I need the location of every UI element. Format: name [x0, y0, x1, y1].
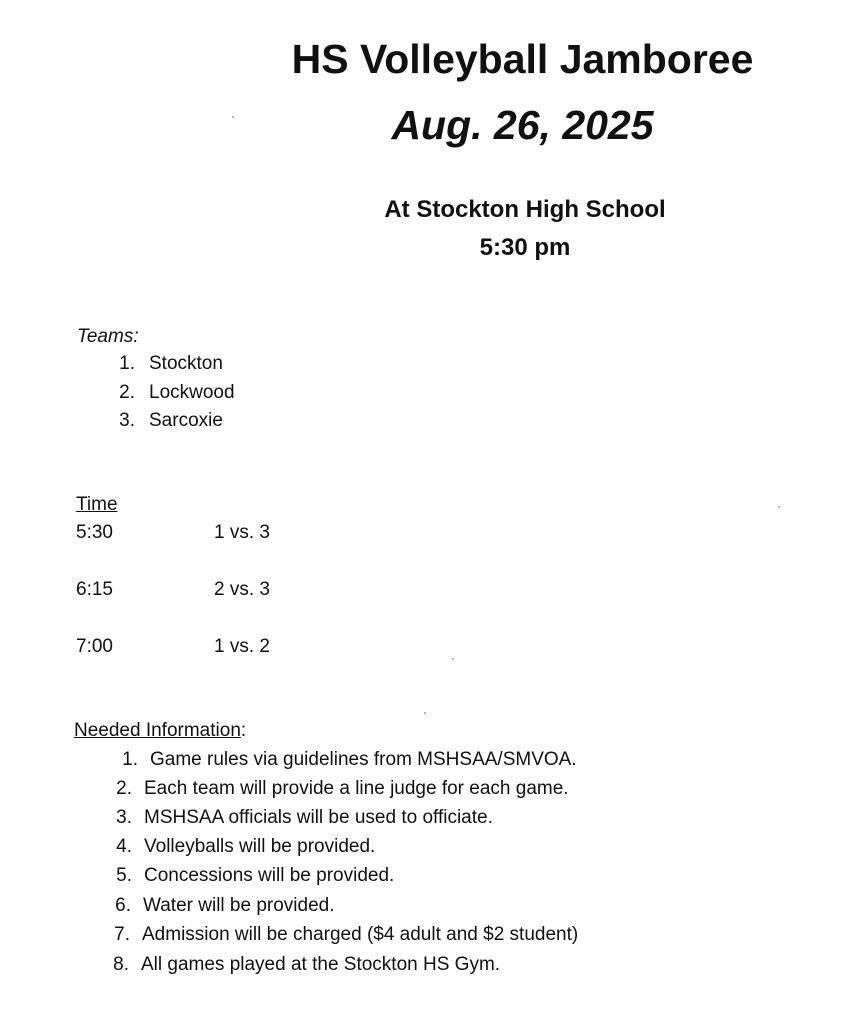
slot-time: 7:00 — [76, 636, 113, 657]
team-name: Sarcoxie — [149, 410, 223, 431]
team-name: Stockton — [149, 353, 223, 374]
info-number: 7. — [114, 924, 130, 945]
time-heading: Time — [76, 494, 118, 515]
scan-speck — [452, 658, 454, 660]
team-number: 3. — [119, 410, 135, 431]
slot-match: 2 vs. 3 — [214, 579, 270, 600]
info-text: Volleyballs will be provided. — [144, 836, 376, 857]
info-number: 8. — [113, 954, 129, 975]
info-text: Admission will be charged ($4 adult and $2 student) — [142, 924, 579, 945]
page-title: HS Volleyball Jamboree — [291, 36, 754, 82]
event-location: At Stockton High School — [384, 196, 666, 223]
team-number: 2. — [119, 382, 135, 403]
info-number: 3. — [116, 807, 132, 828]
info-number: 4. — [116, 836, 132, 857]
info-heading-colon: : — [240, 720, 247, 741]
scan-speck — [424, 712, 426, 714]
slot-match: 1 vs. 2 — [214, 636, 270, 657]
info-text: Each team will provide a line judge for each game. — [144, 778, 569, 799]
info-heading — [74, 720, 246, 742]
info-text: Game rules via guidelines from MSHSAA/SMVOA. — [150, 749, 577, 770]
info-number: 1. — [122, 749, 138, 770]
info-text: Water will be provided. — [143, 895, 335, 916]
info-heading-label: Needed Information — [74, 720, 241, 741]
slot-time: 5:30 — [76, 522, 113, 543]
scan-speck — [232, 116, 234, 118]
teams-heading-colon: : — [133, 326, 139, 347]
team-name: Lockwood — [149, 382, 235, 403]
slot-match: 1 vs. 3 — [214, 522, 270, 543]
info-number: 6. — [115, 895, 131, 916]
teams-heading-label: Teams — [77, 326, 134, 347]
event-start-time: 5:30 pm — [479, 234, 571, 261]
info-text: All games played at the Stockton HS Gym. — [141, 954, 501, 975]
info-number: 2. — [116, 778, 132, 799]
slot-time: 6:15 — [76, 579, 113, 600]
team-number: 1. — [119, 353, 135, 374]
event-date: Aug. 26, 2025 — [391, 102, 654, 148]
scan-speck — [778, 506, 780, 508]
teams-heading — [77, 326, 139, 348]
info-text: MSHSAA officials will be used to officiate. — [144, 807, 493, 828]
info-text: Concessions will be provided. — [144, 865, 395, 886]
info-number: 5. — [116, 865, 132, 886]
